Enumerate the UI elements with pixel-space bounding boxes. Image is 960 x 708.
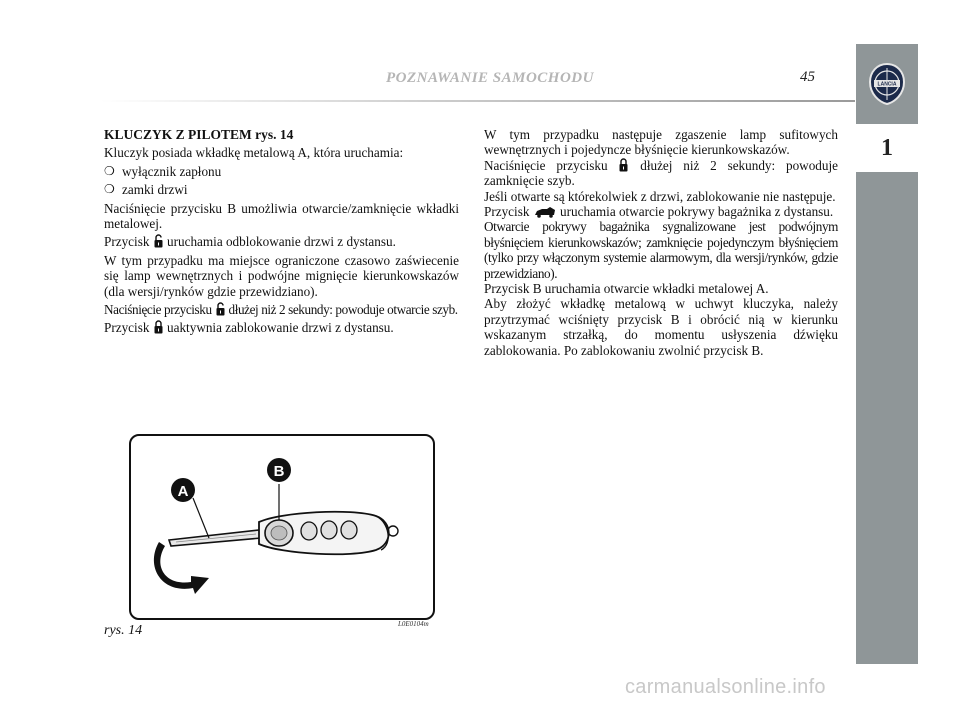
paragraph-button-b: Naciśnięcie przycisku B umożliwia otwarcie/zamknięcie wkładki metalowej. [104,200,459,232]
bullet-circle-icon: ❍ [104,163,115,178]
logo-text: LANCIA [877,81,897,88]
lancia-logo [856,44,918,124]
right-column [484,127,838,358]
text-fragment: Przycisk [104,320,150,336]
label-b: B [273,463,285,480]
paragraph-press-open [104,302,459,317]
paragraph-fold-key: Aby złożyć wkładkę metalową w uchwyt kluczyka, należy przytrzymać wciśnięty przycisk B i obrócić nią w kierunku wskazanym strzałką, do momentu usłyszenia dźwięku zablokowania. Po zablokowaniu zwolnić przycisk B. [484,296,838,358]
section-heading: KLUCZYK Z PILOTEM rys. 14 [104,127,294,142]
paragraph-ceiling-lamps: W tym przypadku następuje zgaszenie lamp sufitowych wewnętrznych i pojedyncze błyśnięcie kierunkowskazów. [484,127,838,158]
page-number: 45 [800,69,815,85]
text-fragment: Przycisk [484,204,530,220]
paragraph-limited: W tym przypadku ma miejsce ograniczone czasowo zaświecenie się lamp wewnętrznych i podwójne mignięcie kierunkowskazów (dla wersji/rynków gdzie przewidziano). [104,252,459,299]
label-a: A [177,483,189,500]
left-column [104,127,459,339]
padlock-closed-icon [619,158,628,172]
bullet-circle-icon: ❍ [104,182,115,197]
paragraph-trunk [484,204,838,219]
remote-button-unlock [301,522,317,540]
text-fragment: Naciśnięcie przycisku [104,302,212,318]
paragraph-lock [104,320,459,335]
bullet-item [104,164,459,179]
rotation-arrow-icon [154,542,209,594]
lancia-shield-icon [867,62,907,106]
remote-button-lock [321,521,337,539]
text-fragment: Przycisk [104,234,150,250]
figure-code: L0E0104m [398,620,429,628]
paragraph-trunk-signal: Otwarcie pokrywy bagażnika sygnalizowane jest podwójnym błyśnięciem kierunkowskazów; zamknięcie pojedynczym błyśnięciem (tylko przy włączonym systemie alarmowym, dla wersji/rynków, gdzie przewidziano). [484,219,838,281]
padlock-closed-icon [154,320,163,334]
chapter-number: 1 [856,124,918,172]
remote-button-trunk [341,521,357,539]
text-fragment: uaktywnia zablokowanie drzwi z dystansu. [167,320,394,336]
bullet-text: zamki drzwi [122,182,188,198]
paragraph-button-b-opens: Przycisk B uruchamia otwarcie wkładki metalowej A. [484,281,769,297]
figure-caption: rys. 14 [104,623,143,638]
bullet-text: wyłącznik zapłonu [122,163,222,179]
header-rule [100,100,855,102]
car-trunk-icon [534,206,556,218]
text-fragment: uruchamia otwarcie pokrywy bagażnika z dystansu. [560,204,834,220]
text-fragment: dłużej niż 2 sekundy: powoduje zamknięcie szyb. [484,157,839,189]
padlock-open-icon [216,302,225,316]
padlock-open-icon [154,234,163,248]
watermark: carmanualsonline.info [625,676,826,698]
paragraph-intro: Kluczyk posiada wkładkę metalową A, która uruchamia: [104,145,404,161]
bullet-item [104,182,459,197]
text-fragment: uruchamia odblokowanie drzwi z dystansu. [167,234,396,250]
paragraph-press-close [484,158,838,189]
figure-key-illustration [129,434,435,620]
key-fob-illustration [131,436,433,618]
header-title: POZNAWANIE SAMOCHODU [386,70,594,86]
text-fragment: dłużej niż 2 sekundy: powoduje otwarcie szyb. [228,302,458,318]
paragraph-unlock [104,234,459,249]
text-fragment: Naciśnięcie przycisku [484,157,608,173]
paragraph-doors-open: Jeśli otwarte są którekolwiek z drzwi, zablokowanie nie następuje. [484,188,836,204]
